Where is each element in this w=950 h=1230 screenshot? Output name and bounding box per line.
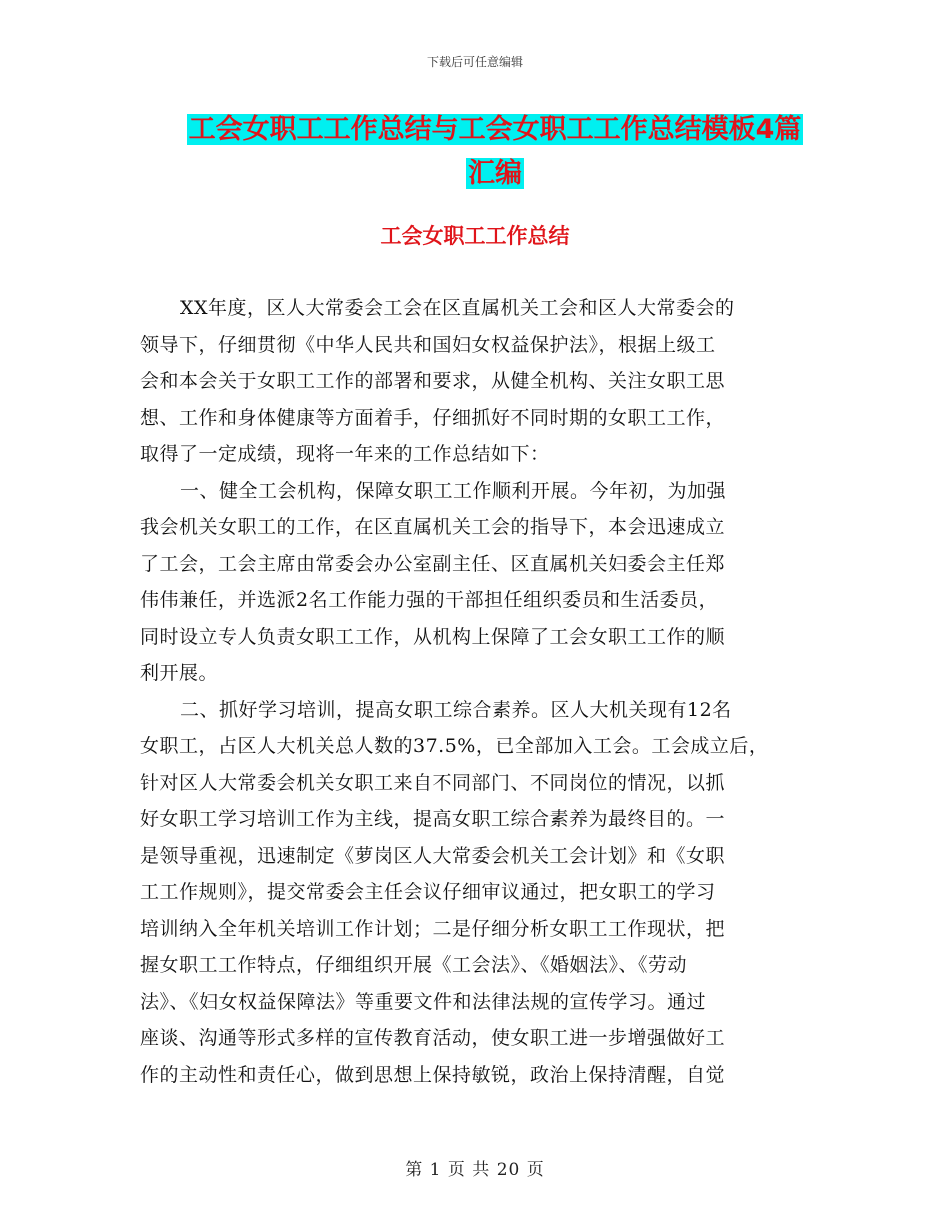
- body-line: 领导下，仔细贯彻《中华人民共和国妇女权益保护法》，根据上级工: [140, 333, 716, 356]
- body-line: 取得了一定成绩，现将一年来的工作总结如下：: [140, 443, 550, 465]
- body-line: 利开展。: [140, 662, 219, 684]
- body-line: 培训纳入全年机关培训工作计划；二是仔细分析女职工工作现状，把: [140, 917, 726, 940]
- body-line: 想、工作和身体健康等方面着手，仔细抓好不同时期的女职工工作，: [140, 406, 726, 429]
- body-text: [140, 290, 820, 1093]
- body-line: 女职工，占区人大机关总人数的37.5%，已全部加入工会。工会成立后，: [140, 735, 769, 757]
- body-line: 好女职工学习培训工作为主线，提高女职工综合素养为最终目的。一: [140, 808, 726, 830]
- body-line: 法》、《妇女权益保障法》等重要文件和法律法规的宣传学习。通过: [140, 990, 707, 1013]
- document-title-line-2: 汇编: [468, 158, 522, 189]
- page-footer: 第 1 页 共 20 页: [405, 1160, 545, 1180]
- body-line: 一、健全工会机构，保障女职工工作顺利开展。今年初，为加强: [180, 479, 727, 502]
- section-title: 工会女职工工作总结: [380, 224, 570, 248]
- body-line: 我会机关女职工的工作，在区直属机关工会的指导下，本会迅速成立: [140, 516, 726, 538]
- header-note: 下载后可任意编辑: [426, 55, 523, 69]
- body-line: 了工会，工会主席由常委会办公室副主任、区直属机关妇委会主任郑: [140, 552, 726, 575]
- body-line: 座谈、沟通等形式多样的宣传教育活动，使女职工进一步增强做好工: [140, 1027, 726, 1049]
- body-line: 伟伟兼任，并选派2名工作能力强的干部担任组织委员和生活委员，: [140, 589, 719, 611]
- document-title-line-1: 工会女职工工作总结与工会女职工工作总结模板4篇: [188, 114, 802, 145]
- body-line: XX年度，区人大常委会工会在区直属机关工会和区人大常委会的: [180, 297, 735, 319]
- body-line: 二、抓好学习培训，提高女职工综合素养。区人大机关现有12名: [180, 698, 732, 721]
- body-line: 针对区人大常委会机关女职工来自不同部门、不同岗位的情况，以抓: [140, 771, 726, 794]
- body-line: 是领导重视，迅速制定《萝岗区人大常委会机关工会计划》和《女职: [140, 844, 726, 867]
- body-line: 同时设立专人负责女职工工作，从机构上保障了工会女职工工作的顺: [140, 625, 726, 648]
- body-line: 作的主动性和责任心，做到思想上保持敏锐，政治上保持清醒，自觉: [140, 1063, 726, 1086]
- body-line: 握女职工工作特点，仔细组织开展《工会法》、《婚姻法》、《劳动: [140, 954, 688, 976]
- document-title: [150, 108, 840, 196]
- body-line: 工工作规则》，提交常委会主任会议仔细审议通过，把女职工的学习: [140, 881, 716, 903]
- body-line: 会和本会关于女职工工作的部署和要求，从健全机构、关注女职工思: [140, 370, 726, 392]
